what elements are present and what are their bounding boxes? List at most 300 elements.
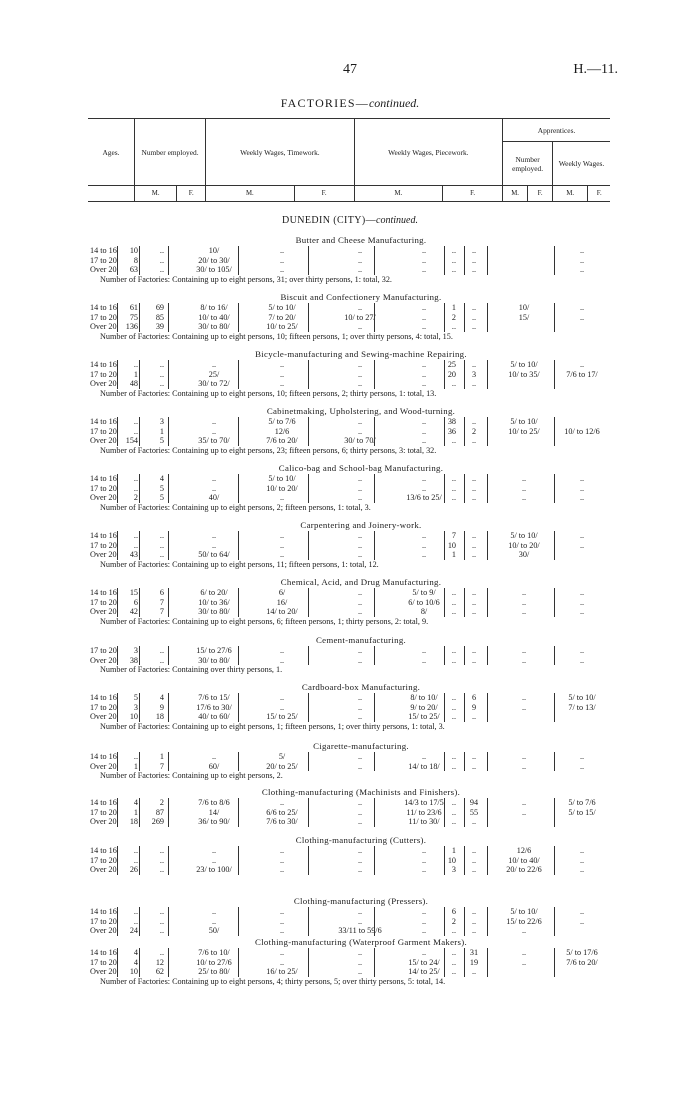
table-cell: 6/6 to 25/ [266, 807, 298, 817]
table-cell: 1 [133, 807, 138, 817]
column-rule [308, 693, 309, 722]
table-cell: .. [357, 798, 363, 807]
table-cell: 3 [471, 369, 477, 379]
table-cell: .. [133, 907, 138, 916]
table-cell: .. [521, 646, 527, 655]
table-cell: .. [279, 948, 285, 957]
table-row [86, 360, 616, 370]
table-cell: .. [133, 474, 138, 483]
table-cell: 10/ to 40/ [508, 855, 540, 865]
table-cell: 17 to 20 [90, 483, 117, 493]
timework-header: Weekly Wages, Timework. [206, 119, 354, 186]
table-cell: .. [451, 246, 456, 255]
table-cell: .. [521, 597, 527, 607]
table-cell: Over 20 [90, 493, 117, 502]
column-rule [487, 646, 488, 665]
table-cell: .. [159, 948, 164, 957]
table-cell: .. [421, 550, 427, 559]
column-rule [464, 588, 465, 617]
table-cell: 6 [133, 597, 138, 607]
table-cell: 30/ to 72/ [198, 379, 230, 388]
table-cell: .. [521, 957, 527, 967]
table-cell: .. [451, 926, 456, 935]
table-cell: 14 to 16 [90, 588, 117, 597]
industry-section [86, 936, 616, 987]
table-cell: .. [421, 926, 427, 935]
column-rule [487, 948, 488, 977]
table-cell: 9/ to 20/ [410, 702, 438, 712]
column-rule [374, 531, 375, 560]
table-cell: .. [133, 752, 138, 761]
table-cell: .. [211, 916, 217, 926]
piecework-m-header: M. [354, 186, 442, 202]
industry-section [86, 405, 616, 456]
table-cell: 5/ to 10/ [510, 907, 538, 916]
table-cell: 30/ to 80/ [198, 322, 230, 331]
section-title: Clothing-manufacturing (Machinists and Finishers). [261, 787, 461, 797]
table-cell: 6 [471, 693, 477, 702]
table-cell: .. [279, 655, 285, 665]
table-cell: .. [279, 916, 285, 926]
table-cell: 4 [159, 474, 164, 483]
column-rule [308, 907, 309, 936]
column-rule [487, 360, 488, 389]
table-cell: .. [279, 360, 285, 369]
table-cell: 12/6 [274, 426, 290, 436]
column-header [88, 118, 610, 202]
table-cell: .. [471, 916, 477, 926]
column-rule [554, 907, 555, 936]
table-cell: Over 20 [90, 655, 117, 665]
column-rule [374, 246, 375, 275]
table-cell: 10 [447, 855, 456, 865]
column-rule [464, 646, 465, 665]
section-title: Clothing-manufacturing (Cutters). [295, 835, 427, 845]
table-cell: 9 [159, 702, 164, 712]
table-cell: 1 [451, 846, 456, 855]
column-rule [464, 360, 465, 389]
factory-count-note: Number of Factories: Containing up to eight persons, 31; over thirty persons, 1: total, 32. [100, 274, 392, 284]
table-cell: 30/ to 80/ [198, 607, 230, 616]
city-heading [0, 215, 700, 226]
table-row [86, 427, 616, 437]
table-cell: Over 20 [90, 607, 117, 616]
column-rule [238, 588, 239, 617]
apprentices-wages-header: Weekly Wages. [553, 142, 610, 186]
table-cell: 8 [133, 255, 138, 265]
factory-count-note: Number of Factories: Containing up to eight persons, 10; fifteen persons, 1; over thirty persons, 4: total, 15. [100, 331, 453, 341]
table-cell: .. [579, 607, 585, 616]
column-rule [117, 303, 118, 332]
table-cell: 14 to 16 [90, 474, 117, 483]
table-cell: .. [421, 379, 427, 388]
table-cell: .. [579, 303, 585, 312]
ages-header: Ages. [88, 119, 135, 186]
table-cell: .. [421, 255, 427, 265]
table-cell: .. [471, 655, 477, 665]
section-rows [86, 948, 616, 977]
table-cell: .. [159, 360, 164, 369]
table-cell: .. [579, 846, 585, 855]
industry-section [86, 291, 616, 342]
table-cell: 7/6 to 10/ [198, 948, 230, 957]
column-rule [238, 907, 239, 936]
table-cell: .. [579, 865, 585, 874]
ages-mf-blank [88, 186, 135, 202]
table-cell: .. [471, 246, 477, 255]
column-rule [308, 246, 309, 275]
table-cell: .. [451, 597, 456, 607]
column-rule [139, 693, 140, 722]
table-cell: 14 to 16 [90, 752, 117, 761]
table-cell: 5 [159, 483, 164, 493]
table-cell: 10/ to 27/ [344, 312, 376, 322]
table-cell: 36/ to 90/ [198, 817, 230, 826]
factory-count-note: Number of Factories: Containing up to eight persons, 23; fifteen persons, 6; thirty persons, 3: total, 32. [100, 445, 437, 455]
table-cell: .. [579, 360, 585, 369]
table-cell: 10/ [518, 303, 530, 312]
table-cell: 6 [451, 907, 456, 916]
table-cell: .. [521, 702, 527, 712]
table-row [86, 417, 616, 427]
column-rule [464, 417, 465, 446]
column-rule [139, 531, 140, 560]
table-cell: 3 [159, 417, 164, 426]
column-rule [554, 246, 555, 275]
table-cell: 7/ to 20/ [268, 312, 296, 322]
table-cell: 5 [133, 693, 138, 702]
table-cell: .. [357, 474, 363, 483]
column-rule [117, 474, 118, 503]
table-cell: .. [211, 531, 217, 540]
table-cell: 7 [159, 607, 164, 616]
table-cell: .. [421, 646, 427, 655]
table-cell: .. [357, 752, 363, 761]
section-rows [86, 693, 616, 722]
column-rule [444, 646, 445, 665]
section-rows [86, 246, 616, 275]
table-cell: .. [357, 907, 363, 916]
column-rule [238, 303, 239, 332]
table-cell: .. [579, 761, 585, 771]
column-rule [554, 474, 555, 503]
column-rule [168, 798, 169, 827]
column-rule [238, 531, 239, 560]
column-rule [308, 474, 309, 503]
column-rule [374, 846, 375, 875]
table-cell: 17 to 20 [90, 702, 117, 712]
table-row [86, 798, 616, 808]
table-cell: .. [357, 646, 363, 655]
table-cell: 15/ [518, 312, 530, 322]
table-cell: .. [471, 761, 477, 771]
column-rule [444, 360, 445, 389]
column-rule [554, 693, 555, 722]
table-cell: 6 [159, 588, 164, 597]
table-cell: 7 [451, 531, 456, 540]
table-cell: .. [421, 303, 427, 312]
column-rule [308, 846, 309, 875]
column-rule [554, 752, 555, 771]
table-cell: 15/ to 22/6 [506, 916, 542, 926]
table-cell: .. [159, 846, 164, 855]
table-cell: 75 [129, 312, 138, 322]
section-rows [86, 588, 616, 617]
table-cell: .. [279, 531, 285, 540]
column-rule [168, 907, 169, 936]
table-cell: .. [133, 855, 138, 865]
table-cell: 2 [159, 798, 164, 807]
column-rule [374, 907, 375, 936]
industry-section [86, 634, 616, 675]
apprentice-number-f-header: F. [528, 186, 553, 202]
industry-section [86, 519, 616, 570]
piecework-header: Weekly Wages, Piecework. [354, 119, 502, 186]
column-rule [374, 303, 375, 332]
table-cell: .. [521, 926, 527, 935]
table-cell: .. [357, 712, 363, 721]
table-cell: .. [579, 916, 585, 926]
factory-count-note: Number of Factories: Containing up to eight persons, 6; fifteen persons, 1; thirty persons, 2: total, 9. [100, 616, 429, 626]
table-cell: .. [579, 483, 585, 493]
table-row [86, 712, 616, 722]
table-cell: 25/ [208, 369, 220, 379]
table-cell: .. [451, 761, 456, 771]
table-cell: .. [159, 246, 164, 255]
table-cell: .. [471, 752, 477, 761]
table-cell: .. [471, 597, 477, 607]
table-cell: 14/ to 25/ [408, 967, 440, 976]
table-cell: .. [451, 322, 456, 331]
table-cell: .. [421, 907, 427, 916]
column-rule [487, 907, 488, 936]
table-cell: .. [357, 246, 363, 255]
table-cell: .. [211, 846, 217, 855]
table-cell: .. [471, 417, 477, 426]
table-row [86, 762, 616, 772]
table-cell: 2 [451, 916, 456, 926]
section-rows [86, 417, 616, 446]
column-rule [554, 846, 555, 875]
table-cell: Over 20 [90, 379, 117, 388]
table-row [86, 646, 616, 656]
column-rule [168, 360, 169, 389]
column-rule [374, 417, 375, 446]
table-cell: .. [357, 817, 363, 826]
table-row [86, 856, 616, 866]
column-rule [308, 303, 309, 332]
column-rule [554, 948, 555, 977]
column-rule [554, 646, 555, 665]
apprentices-header: Apprentices. [503, 119, 610, 142]
table-cell: 14/ to 20/ [266, 607, 298, 616]
table-cell: 5/ to 9/ [412, 588, 436, 597]
column-rule [168, 646, 169, 665]
column-rule [117, 646, 118, 665]
table-cell: .. [471, 967, 477, 976]
column-rule [308, 752, 309, 771]
section-title: Cigarette-manufacturing. [313, 741, 409, 751]
table-row [86, 370, 616, 380]
table-cell: .. [279, 493, 285, 502]
table-cell: .. [521, 798, 527, 807]
table-row [86, 246, 616, 256]
section-title: Biscuit and Confectionery Manufacturing. [280, 292, 442, 302]
page-number: 47 [343, 62, 357, 77]
table-cell: .. [357, 426, 363, 436]
table-cell: 6/ to 20/ [200, 588, 228, 597]
column-rule [168, 246, 169, 275]
table-cell: 94 [469, 798, 479, 807]
table-cell: 12 [155, 957, 164, 967]
table-cell: .. [357, 948, 363, 957]
table-cell: 8/ [420, 607, 428, 616]
column-rule [554, 417, 555, 446]
table-cell: .. [159, 265, 164, 274]
table-cell: 14/3 to 17/5 [404, 798, 444, 807]
table-cell: 14 to 16 [90, 531, 117, 540]
table-cell: 1 [159, 426, 164, 436]
table-cell: .. [521, 693, 527, 702]
table-cell: 24 [129, 926, 138, 935]
page-title [0, 96, 700, 111]
table-cell: .. [159, 255, 164, 265]
column-rule [374, 798, 375, 827]
table-cell: 63 [129, 265, 138, 274]
employed-f-header: F. [177, 186, 206, 202]
table-row [86, 322, 616, 332]
table-cell: .. [451, 255, 456, 265]
table-cell: .. [521, 807, 527, 817]
table-cell: .. [451, 752, 456, 761]
column-rule [238, 693, 239, 722]
table-cell: 5 [159, 493, 164, 502]
table-cell: 38 [447, 417, 456, 426]
table-cell: .. [357, 255, 363, 265]
table-cell: .. [159, 855, 164, 865]
column-rule [238, 646, 239, 665]
table-cell: .. [579, 255, 585, 265]
column-rule [139, 303, 140, 332]
table-cell: 11/ to 30/ [408, 817, 440, 826]
table-cell: .. [279, 246, 285, 255]
table-cell: .. [521, 483, 527, 493]
table-cell: .. [211, 417, 217, 426]
column-rule [444, 246, 445, 275]
table-cell: .. [471, 483, 477, 493]
table-cell: 4 [159, 693, 164, 702]
table-cell: 2 [451, 312, 456, 322]
table-cell: .. [451, 474, 456, 483]
table-row [86, 917, 616, 927]
table-row [86, 907, 616, 917]
column-rule [117, 693, 118, 722]
column-rule [487, 846, 488, 875]
table-cell: .. [159, 540, 164, 550]
table-cell: .. [421, 948, 427, 957]
table-cell: .. [451, 702, 456, 712]
table-cell: .. [279, 540, 285, 550]
column-rule [308, 588, 309, 617]
table-cell: 1 [133, 369, 138, 379]
table-cell: 17 to 20 [90, 646, 117, 655]
table-row [86, 484, 616, 494]
table-cell: .. [579, 474, 585, 483]
table-cell: 9 [471, 702, 477, 712]
column-rule [139, 417, 140, 446]
table-cell: .. [133, 417, 138, 426]
table-cell: .. [521, 493, 527, 502]
column-rule [444, 798, 445, 827]
table-cell: .. [421, 752, 427, 761]
table-cell: .. [451, 798, 456, 807]
table-cell: 14 to 16 [90, 948, 117, 957]
column-rule [554, 531, 555, 560]
column-rule [374, 474, 375, 503]
column-rule [444, 474, 445, 503]
table-cell: Over 20 [90, 817, 117, 826]
table-cell: .. [451, 693, 456, 702]
table-row [86, 541, 616, 551]
table-cell: 7/6 to 8/6 [198, 798, 230, 807]
table-cell: 17 to 20 [90, 597, 117, 607]
column-rule [117, 752, 118, 771]
table-cell: .. [521, 752, 527, 761]
table-cell: 17 to 20 [90, 807, 117, 817]
section-rows [86, 752, 616, 771]
table-cell: Over 20 [90, 712, 117, 721]
table-cell: .. [133, 360, 138, 369]
table-cell: 154 [125, 436, 138, 445]
table-cell: 14 to 16 [90, 907, 117, 916]
column-rule [487, 246, 488, 275]
table-cell: 20/ to 30/ [198, 255, 230, 265]
apprentice-number-m-header: M. [503, 186, 528, 202]
table-cell: Over 20 [90, 265, 117, 274]
table-cell: 1 [451, 303, 456, 312]
table-cell: .. [357, 303, 363, 312]
table-cell: .. [159, 655, 164, 665]
table-cell: .. [421, 655, 427, 665]
table-cell: 8/ to 16/ [200, 303, 228, 312]
table-cell: .. [133, 846, 138, 855]
table-row [86, 846, 616, 856]
section-rows [86, 303, 616, 332]
table-cell: 10 [447, 540, 456, 550]
column-rule [464, 907, 465, 936]
table-cell: 39 [155, 322, 164, 331]
column-rule [444, 948, 445, 977]
column-rule [374, 948, 375, 977]
table-cell: 42 [129, 607, 138, 616]
table-cell: 15/ to 25/ [266, 712, 298, 721]
table-cell: .. [357, 540, 363, 550]
table-cell: 14 to 16 [90, 303, 117, 312]
table-cell: 3 [133, 646, 138, 655]
table-cell: .. [521, 761, 527, 771]
column-rule [168, 846, 169, 875]
factory-count-note: Number of Factories: Containing over thirty persons, 1. [100, 665, 283, 674]
table-cell: .. [279, 855, 285, 865]
table-cell: .. [471, 493, 477, 502]
table-cell: 16/ [276, 597, 288, 607]
table-cell: .. [579, 597, 585, 607]
table-row [86, 379, 616, 389]
table-cell: .. [451, 607, 456, 616]
table-cell: 5 [159, 436, 164, 445]
table-cell: .. [279, 255, 285, 265]
column-rule [238, 752, 239, 771]
